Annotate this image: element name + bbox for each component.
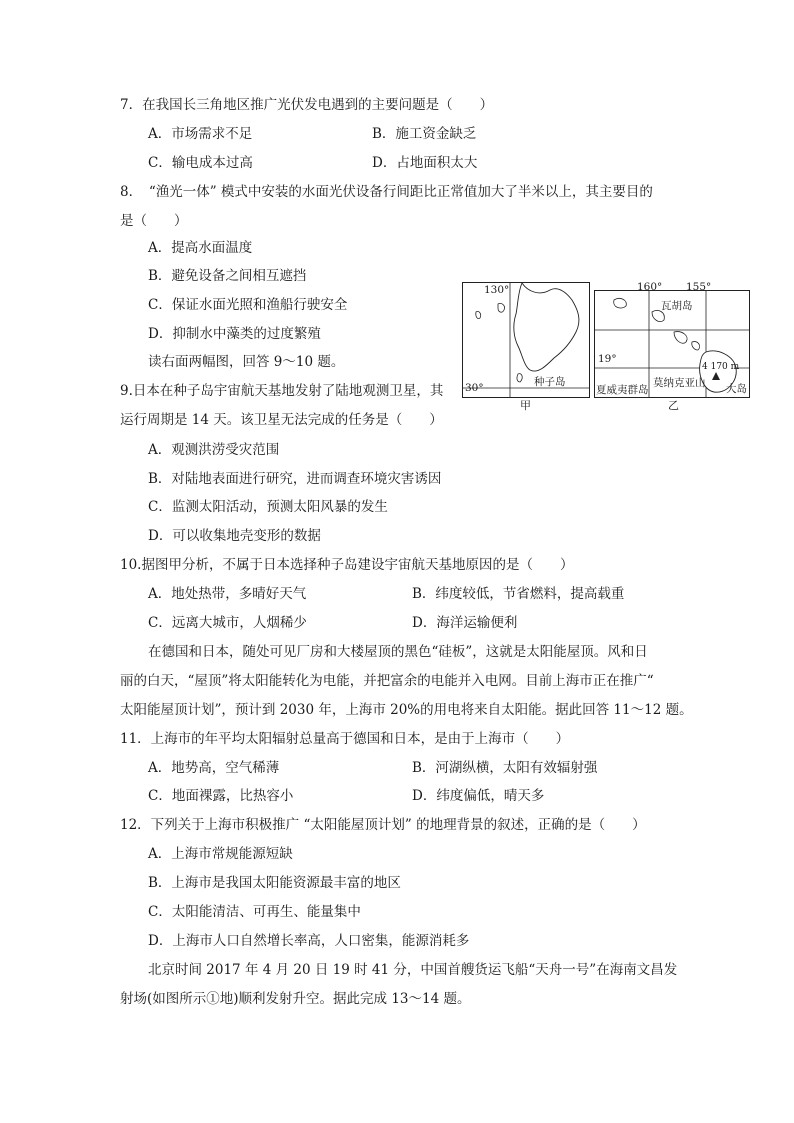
q7-option-c: C．输电成本过高	[148, 155, 253, 171]
q10-option-d: D．海洋运输便利	[412, 615, 518, 631]
map-yi-big-island-label: 大岛	[726, 383, 747, 395]
q12-option-b: B．上海市是我国太阳能资源最丰富的地区	[148, 875, 401, 891]
q12-option-a: A．上海市常规能源短缺	[148, 846, 293, 862]
q7-option-a: A．市场需求不足	[148, 126, 253, 142]
q10-option-b: B．纬度较低，节省燃料，提高载重	[412, 586, 625, 602]
q9-stem-line1: 9.日本在种子岛宇宙航天基地发射了陆地观测卫星，其	[120, 383, 444, 399]
q7-stem: 7．在我国长三角地区推广光伏发电遇到的主要问题是（ ）	[120, 97, 494, 113]
map-jia-latitude: 30°	[465, 382, 484, 394]
q9-stem-line2: 运行周期是 14 天。该卫星无法完成的任务是（ ）	[120, 412, 443, 428]
q8-stem-line1: 8． “渔光一体” 模式中安装的水面光伏设备行间距比正常值加大了半米以上，其主要目的	[120, 184, 653, 200]
q12-stem: 12．下列关于上海市积极推广 “太阳能屋顶计划” 的地理背景的叙述，正确的是（ ）	[120, 817, 646, 833]
q10-stem: 10.据图甲分析，不属于日本选择种子岛建设宇宙航天基地原因的是（ ）	[120, 557, 574, 573]
q8-option-d: D．抑制水中藻类的过度繁殖	[148, 326, 321, 342]
q9-option-c: C．监测太阳活动，预测太阳风暴的发生	[148, 499, 388, 515]
q8-option-a: A．提高水面温度	[148, 240, 253, 256]
passage-11-12-line3: 太阳能屋顶计划”，预计到 2030 年，上海市 20%的用电将来自太阳能。据此回答 11～12 题。	[120, 702, 693, 718]
q10-option-a: A．地处热带，多晴好天气	[148, 586, 307, 602]
q10-option-c: C．远离大城市，人烟稀少	[148, 615, 307, 631]
passage-13-14-line2: 射场(如图所示①地)顺利发射升空。据此完成 13～14 题。	[120, 991, 471, 1007]
q7-option-b: B．施工资金缺乏	[372, 126, 477, 142]
map-yi-longitude-155: 155°	[686, 281, 712, 293]
q11-option-b: B．河湖纵横，太阳有效辐射强	[412, 760, 598, 776]
map-yi-elevation-label: 4 170 m	[702, 362, 740, 372]
q9-option-a: A．观测洪涝受灾范围	[148, 442, 280, 458]
map-yi-oahu-label: 瓦胡岛	[661, 300, 693, 312]
q12-option-d: D．上海市人口自然增长率高，人口密集，能源消耗多	[148, 933, 470, 949]
map-yi-caption: 乙	[668, 399, 679, 412]
q9-option-b: B．对陆地表面进行研究，进而调查环境灾害诱因	[148, 471, 442, 487]
map-yi-hawaii-label: 夏威夷群岛	[596, 384, 649, 396]
intro-9-10: 读右面两幅图，回答 9～10 题。	[148, 354, 345, 370]
q9-option-d: D．可以收集地壳变形的数据	[148, 528, 321, 544]
q11-option-c: C．地面裸露，比热容小	[148, 788, 294, 804]
q8-stem-line2: 是（ ）	[120, 213, 188, 229]
map-jia-longitude: 130°	[484, 284, 510, 296]
map-jia-caption: 甲	[520, 399, 531, 412]
map-jia-island-label: 种子岛	[534, 376, 566, 388]
q7-option-d: D．占地面积太大	[372, 155, 478, 171]
passage-13-14-line1: 北京时间 2017 年 4 月 20 日 19 时 41 分，中国首艘货运飞船“天舟一号”在海南文昌发	[148, 962, 678, 978]
q8-option-c: C．保证水面光照和渔船行驶安全	[148, 297, 348, 313]
map-yi-mauna-kea-label: 莫纳克亚山	[653, 377, 706, 389]
map-yi-latitude: 19°	[598, 353, 617, 365]
q11-option-a: A．地势高，空气稀薄	[148, 760, 280, 776]
map-jia	[462, 282, 590, 398]
q12-option-c: C．太阳能清洁、可再生、能量集中	[148, 904, 361, 920]
passage-11-12-line1: 在德国和日本，随处可见厂房和大楼屋顶的黑色“硅板”，这就是太阳能屋顶。风和日	[148, 644, 648, 660]
q11-stem: 11．上海市的年平均太阳辐射总量高于德国和日本，是由于上海市（ ）	[120, 731, 570, 747]
map-yi-longitude-160: 160°	[637, 281, 663, 293]
q8-option-b: B．避免设备之间相互遮挡	[148, 268, 307, 284]
q11-option-d: D．纬度偏低，晴天多	[412, 788, 545, 804]
passage-11-12-line2: 丽的白天，“屋顶”将太阳能转化为电能，并把富余的电能并入电网。目前上海市正在推广“	[120, 673, 654, 689]
